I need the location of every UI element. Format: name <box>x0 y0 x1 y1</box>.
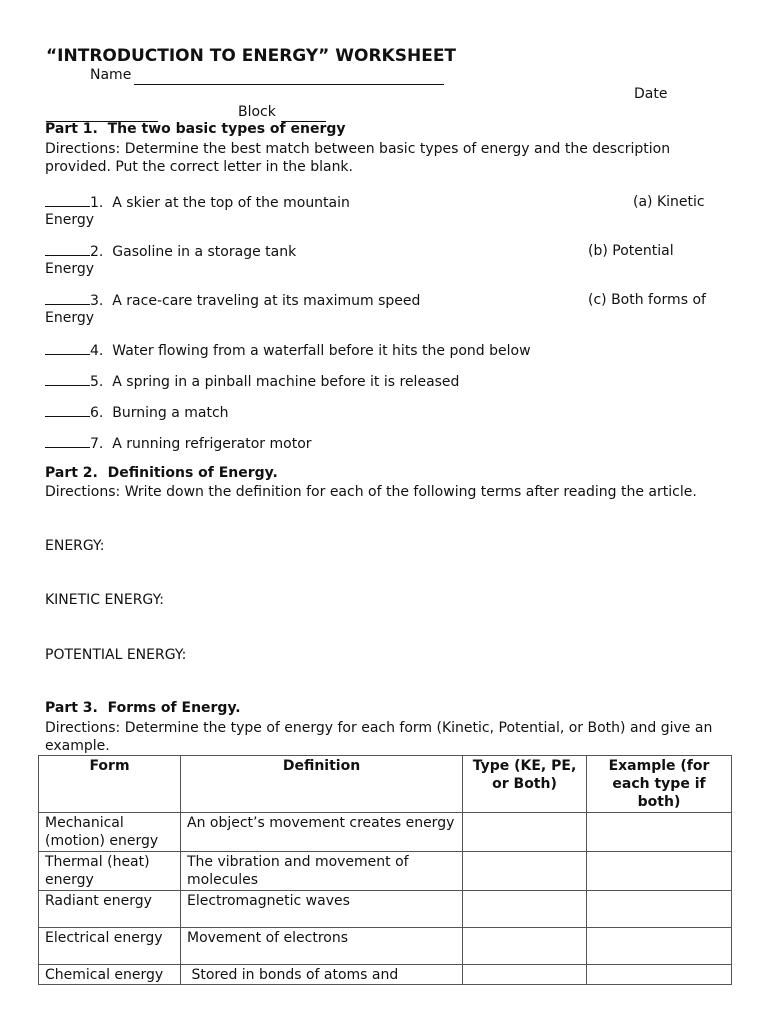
answer-option-wrap: Energy <box>45 310 95 326</box>
matching-item-line <box>45 194 350 211</box>
matching-item-line <box>45 373 459 390</box>
answer-blank[interactable] <box>45 292 90 305</box>
form-cell: Electrical energy <box>39 928 181 965</box>
date-label: Date <box>634 86 668 102</box>
term-kinetic-energy: KINETIC ENERGY: <box>45 592 164 608</box>
definition-cell: Stored in bonds of atoms and <box>181 965 463 985</box>
definition-cell: Movement of electrons <box>181 928 463 965</box>
worksheet-title: “INTRODUCTION TO ENERGY” WORKSHEET <box>46 46 457 66</box>
item-description: A spring in a pinball machine before it is released <box>112 374 460 390</box>
answer-blank[interactable] <box>45 342 90 355</box>
table-header-row <box>39 756 732 813</box>
block-label: Block <box>238 104 276 120</box>
item-number: 5. <box>90 374 104 390</box>
answer-blank[interactable] <box>45 435 90 448</box>
table-row <box>39 852 732 891</box>
part3-heading: Part 3. Forms of Energy. <box>45 700 241 716</box>
form-cell: Radiant energy <box>39 891 181 928</box>
item-number: 3. <box>90 293 104 309</box>
energy-forms-table <box>38 755 732 985</box>
part1-directions: Directions: Determine the best match between basic types of energy and the description provided. Put the correct letter in the blank. <box>45 141 671 175</box>
answer-option-wrap: Energy <box>45 212 95 228</box>
column-header-type: Type (KE, PE, or Both) <box>463 756 587 813</box>
type-answer-cell[interactable] <box>463 965 587 985</box>
example-answer-cell[interactable] <box>587 928 732 965</box>
item-description: A skier at the top of the mountain <box>112 195 350 211</box>
type-answer-cell[interactable] <box>463 852 587 891</box>
form-cell: Mechanical (motion) energy <box>39 813 181 852</box>
item-description: A race-care traveling at its maximum speed <box>112 293 421 309</box>
answer-blank[interactable] <box>45 194 90 207</box>
matching-item-line <box>45 435 312 452</box>
part2-heading: Part 2. Definitions of Energy. <box>45 465 278 481</box>
item-number: 4. <box>90 343 104 359</box>
term-energy: ENERGY: <box>45 538 105 554</box>
term-potential-energy: POTENTIAL ENERGY: <box>45 647 187 663</box>
answer-option: (a) Kinetic <box>633 194 705 210</box>
item-number: 7. <box>90 436 104 452</box>
type-answer-cell[interactable] <box>463 813 587 852</box>
column-header-example: Example (for each type if both) <box>587 756 732 813</box>
item-description: A running refrigerator motor <box>112 436 312 452</box>
type-answer-cell[interactable] <box>463 891 587 928</box>
table-row <box>39 965 732 985</box>
definition-cell: An object’s movement creates energy <box>181 813 463 852</box>
form-cell: Thermal (heat) energy <box>39 852 181 891</box>
item-number: 2. <box>90 244 104 260</box>
item-number: 6. <box>90 405 104 421</box>
type-answer-cell[interactable] <box>463 928 587 965</box>
example-answer-cell[interactable] <box>587 852 732 891</box>
table-row <box>39 891 732 928</box>
matching-item-line <box>45 404 229 421</box>
part1-heading: Part 1. The two basic types of energy <box>45 121 346 137</box>
matching-item-line <box>45 292 420 309</box>
part2-directions: Directions: Write down the definition for each of the following terms after reading the article. <box>45 484 697 500</box>
answer-blank[interactable] <box>45 373 90 386</box>
example-answer-cell[interactable] <box>587 965 732 985</box>
table-row <box>39 928 732 965</box>
definition-cell: The vibration and movement of molecules <box>181 852 463 891</box>
definition-cell: Electromagnetic waves <box>181 891 463 928</box>
form-cell: Chemical energy <box>39 965 181 985</box>
table-row <box>39 813 732 852</box>
answer-option-wrap: Energy <box>45 261 95 277</box>
item-description: Burning a match <box>112 405 229 421</box>
part3-directions: Directions: Determine the type of energy for each form (Kinetic, Potential, or Both) and give an example. <box>45 720 713 754</box>
answer-blank[interactable] <box>45 243 90 256</box>
example-answer-cell[interactable] <box>587 813 732 852</box>
answer-blank[interactable] <box>45 404 90 417</box>
answer-option: (b) Potential <box>588 243 674 259</box>
matching-item-line <box>45 243 296 260</box>
item-number: 1. <box>90 195 104 211</box>
answer-option: (c) Both forms of <box>588 292 706 308</box>
column-header-form: Form <box>39 756 181 813</box>
matching-item-line <box>45 342 531 359</box>
item-description: Gasoline in a storage tank <box>112 244 297 260</box>
item-description: Water flowing from a waterfall before it hits the pond below <box>112 343 531 359</box>
name-label: Name <box>90 67 132 83</box>
column-header-definition: Definition <box>181 756 463 813</box>
name-blank[interactable] <box>134 84 444 85</box>
example-answer-cell[interactable] <box>587 891 732 928</box>
